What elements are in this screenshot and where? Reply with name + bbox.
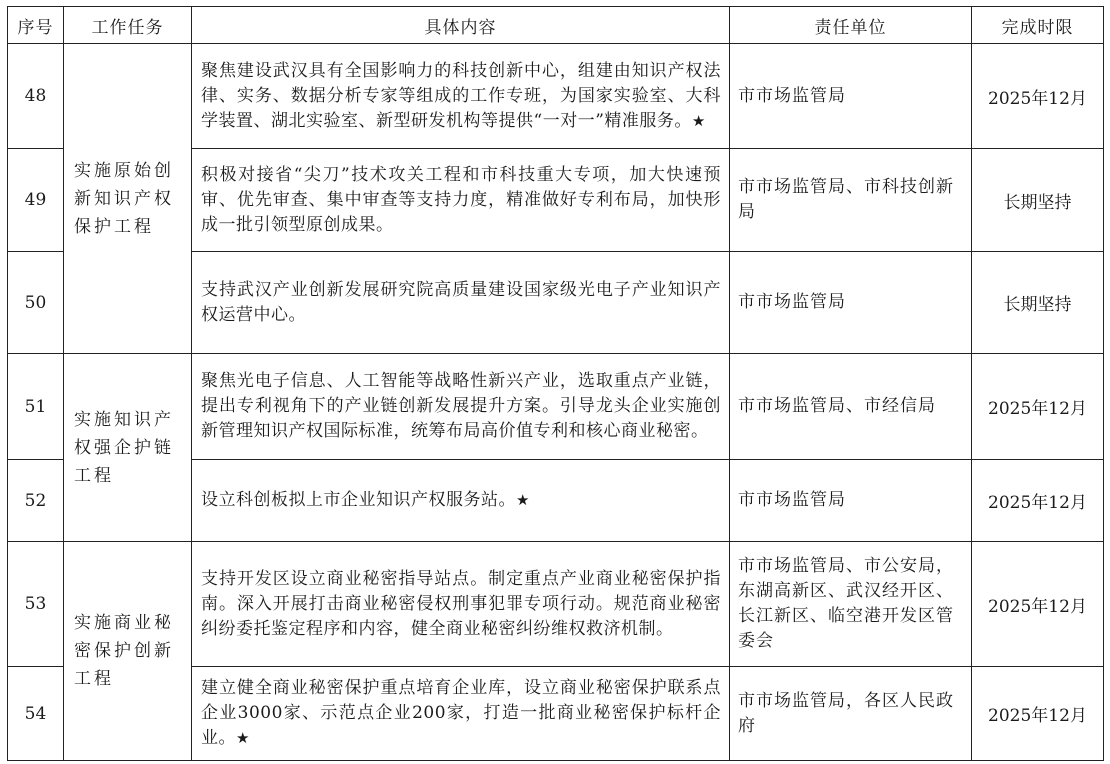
row-deadline: 长期坚持 [972,252,1104,354]
row-num: 50 [8,252,64,354]
row-content [192,460,730,542]
row-num: 52 [8,460,64,542]
header-row [8,7,1104,44]
row-deadline: 2025年12月 [972,542,1104,667]
header-content: 具体内容 [192,7,730,44]
row-unit: 市市场监管局 [730,44,972,149]
content-text: 支持开发区设立商业秘密指导站点。制定重点产业商业秘密保护指南。深入开展打击商业秘密侵权刑事犯罪专项行动。规范商业秘密纠纷委托鉴定程序和内容，健全商业秘密纠纷维权救济机制。 [201,568,721,639]
task-group-cell: 实施原始创新知识产权保护工程 [64,44,192,354]
row-unit: 市市场监管局 [730,460,972,542]
table-body [8,44,1104,761]
row-content [192,44,730,149]
task-group-cell: 实施知识产权强企护链工程 [64,354,192,542]
row-deadline: 2025年12月 [972,44,1104,149]
content-text: 聚焦光电子信息、人工智能等战略性新兴产业，选取重点产业链，提出专利视角下的产业链创新发展提升方案。引导龙头企业实施创新管理知识产权国际标准，统筹布局高价值专利和核心商业秘密。 [201,371,721,441]
row-content [192,542,730,667]
row-content [192,252,730,354]
row-content [192,354,730,460]
star-icon: ★ [516,491,530,509]
header-task: 工作任务 [64,7,192,44]
star-icon: ★ [691,111,706,130]
task-table [7,6,1104,761]
row-unit: 市市场监管局、市科技创新局 [730,149,972,252]
row-num: 49 [8,149,64,252]
row-deadline: 长期坚持 [972,149,1104,252]
star-icon: ★ [236,729,250,747]
task-group-cell: 实施商业秘密保护创新工程 [64,542,192,761]
row-num: 53 [8,542,64,667]
table-row [8,542,1104,667]
content-text: 建立健全商业秘密保护重点培育企业库，设立商业秘密保护联系点企业3000家、示范点企业200家，打造一批商业秘密保护标杆企业。 [201,678,721,748]
table-header [8,7,1104,44]
header-num: 序号 [8,7,64,44]
content-text: 积极对接省“尖刀”技术攻关工程和市科技重大专项，加大快速预审、优先审查、集中审查等支持力度，精准做好专利布局，加快形成一批引领型原创成果。 [201,164,721,235]
content-text: 设立科创板拟上市企业知识产权服务站。 [201,490,516,510]
row-num: 54 [8,667,64,761]
content-text: 聚焦建设武汉具有全国影响力的科技创新中心，组建由知识产权法律、实务、数据分析专家等组成的工作专班，为国家实验室、大科学装置、湖北实验室、新型研发机构等提供“一对一”精准服务。 [201,60,721,131]
row-num: 48 [8,44,64,149]
row-unit: 市市场监管局，各区人民政府 [730,667,972,761]
row-unit: 市市场监管局 [730,252,972,354]
table-row [8,354,1104,460]
row-content [192,667,730,761]
row-deadline: 2025年12月 [972,667,1104,761]
row-unit: 市市场监管局、市公安局，东湖高新区、武汉经开区、长江新区、临空港开发区管委会 [730,542,972,667]
row-deadline: 2025年12月 [972,460,1104,542]
header-unit: 责任单位 [730,7,972,44]
header-deadline: 完成时限 [972,7,1104,44]
row-num: 51 [8,354,64,460]
row-deadline: 2025年12月 [972,354,1104,460]
row-unit: 市市场监管局、市经信局 [730,354,972,460]
row-content [192,149,730,252]
content-text: 支持武汉产业创新发展研究院高质量建设国家级光电子产业知识产权运营中心。 [201,279,721,325]
table-row [8,44,1104,149]
